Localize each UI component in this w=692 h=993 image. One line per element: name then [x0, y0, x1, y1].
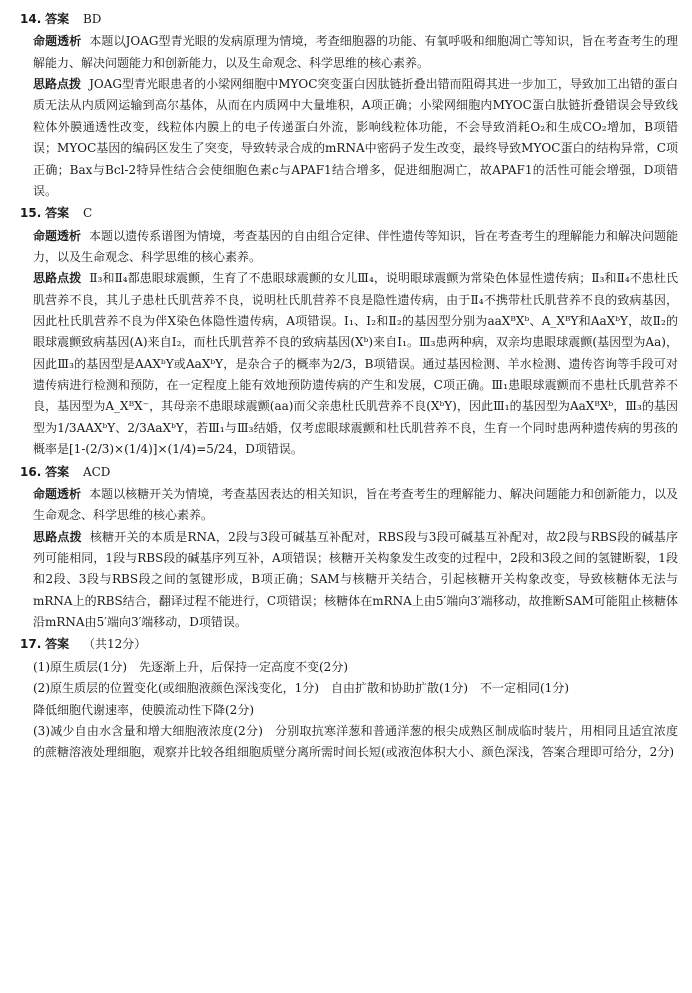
question-number: 14.	[20, 12, 42, 26]
part-2-d: 降低细胞代谢速率，使膜流动性下降(2分)	[33, 702, 254, 717]
answer-value: （共12分）	[82, 637, 147, 652]
answer-value: ACD	[82, 464, 111, 479]
answer-label: 答案	[45, 637, 70, 652]
analysis-tag: 思路点拨	[33, 77, 82, 92]
answer-part-2	[20, 678, 678, 721]
answer-line	[20, 203, 678, 224]
analysis-tag: 思路点拨	[33, 529, 82, 544]
question-14	[20, 9, 678, 202]
intro-text: 本题以JOAG型青光眼的发病原理为情境，考查细胞器的功能、有氧呼吸和细胞凋亡等知识，旨在考查考生的理解能力、解决问题能力和创新能力，以及生命观念、科学思维的核心素养。	[33, 34, 678, 70]
analysis-paragraph	[20, 74, 678, 202]
part-2-c: 不一定相同(1分)	[480, 681, 569, 696]
intro-tag: 命题透析	[33, 228, 82, 243]
intro-tag: 命题透析	[33, 486, 82, 501]
part-1-a: (1)原生质层(1分)	[33, 659, 127, 674]
answer-value: C	[82, 206, 93, 221]
part-3-b: 分别取抗寒洋葱和普通洋葱的根尖成熟区制成临时装片，用相同且适宜浓度的蔗糖溶液处理细胞，观察并比较各组细胞质壁分离所需时间长短(或液泡体积大小、颜色深浅，答案合理即可给分，2分)	[33, 723, 678, 760]
part-1-b: 先逐渐上升，后保持一定高度不变(2分)	[139, 659, 348, 674]
analysis-paragraph	[20, 527, 678, 634]
question-number: 17.	[20, 637, 42, 652]
part-3-a: (3)减少自由水含量和增大细胞液浓度(2分)	[33, 723, 263, 738]
analysis-text: Ⅱ₃和Ⅱ₄都患眼球震颤，生育了不患眼球震颤的女儿Ⅲ₄，说明眼球震颤为常染色体显性遗传病；Ⅱ₃和Ⅱ₄不患杜氏肌营养不良，其儿子患杜氏肌营养不良，说明杜氏肌营养不良是隐性遗传病，由于Ⅱ₄不携带杜氏肌营养不良的致病基因，因此杜氏肌营养不良为伴X染色体隐性遗传病，A项错误。Ⅰ₁、Ⅰ₂和Ⅱ₂的基因型分别为aaXᴮXᵇ、A_XᴮY和AaXᵇY，故Ⅱ₂的眼球震颤致病基因(A)来自Ⅰ₂，而杜氏肌营养不良的致病基因(Xᵇ)来自Ⅰ₁。Ⅲ₃患两种病，双亲均患眼球震颤(基因型为Aa)，因此Ⅲ₃的基因型是AAXᵇY或AaXᵇY，是杂合子的概率为2/3，B项错误。通过基因检测、羊水检测、遗传咨询等手段可对遗传病进行检测和预防，在一定程度上能有效地预防遗传病的产生和发展，C项正确。Ⅲ₁患眼球震颤而不患杜氏肌营养不良，基因型为A_XᴮX⁻，其母亲不患眼球震颤(aa)而父亲患杜氏肌营养不良(XᵇY)，因此Ⅲ₁的基因型为AaXᴮXᵇ，Ⅲ₃的基因型为1/3AAXᵇY、2/3AaXᵇY，若Ⅲ₁与Ⅲ₃结婚，仅考虑眼球震颤和杜氏肌营养不良，生育一个同时患两种遗传病的男孩的概率是[1-(2/3)×(1/4)]×(1/4)=5/24，D项错误。	[33, 271, 678, 457]
intro-paragraph	[20, 31, 678, 74]
answer-part-3	[20, 721, 678, 764]
intro-paragraph	[20, 226, 678, 269]
question-number: 16.	[20, 464, 42, 479]
question-number: 15.	[20, 206, 42, 221]
answer-line	[20, 634, 678, 655]
answer-label: 答案	[45, 12, 70, 26]
analysis-text: JOAG型青光眼患者的小梁网细胞中MYOC突变蛋白因肽链折叠出错而阻碍其进一步加工，导致加工出错的蛋白质无法从内质网运输到高尔基体，从而在内质网中大量堆积，A项正确；小梁网细胞内MYOC蛋白肽链折叠错误会导致线粒体外膜通透性改变，线粒体内膜上的电子传递蛋白外流，影响线粒体功能，不会导致消耗O₂和生成CO₂增加，B项错误；MYOC基因的编码区发生了突变，导致转录合成的mRNA中密码子发生改变，最终导致MYOC蛋白的结构异常，C项正确；Bax与Bcl-2特异性结合会使细胞色素c与APAF1结合增多，促进细胞凋亡，故APAF1的活性可能会增强，D项错误。	[33, 77, 678, 198]
question-16	[20, 462, 678, 634]
intro-text: 本题以遗传系谱图为情境，考查基因的自由组合定律、伴性遗传等知识，旨在考查考生的理解能力和解决问题能力，以及生命观念、科学思维的核心素养。	[33, 228, 678, 264]
intro-text: 本题以核糖开关为情境，考查基因表达的相关知识，旨在考查考生的理解能力、解决问题能力和创新能力，以及生命观念、科学思维的核心素养。	[33, 486, 678, 523]
answer-label: 答案	[45, 206, 70, 221]
question-17	[20, 634, 678, 763]
answer-value: BD	[82, 12, 102, 26]
analysis-text: 核糖开关的本质是RNA，2段与3段可碱基互补配对，RBS段与3段可碱基互补配对，故2段与RBS段的碱基序列可能相同，1段与RBS段的碱基序列互补，A项错误；核糖开关构象发生改变的过程中，2段和3段之间的氢键断裂，1段和2段、3段与RBS段之间的氢键形成，B项正确；SAM与核糖开关结合，引起核糖开关构象改变，导致核糖体无法与mRNA上的RBS结合，翻译过程不能进行，C项错误；核糖体在mRNA上由5′端向3′端移动，故推断SAM可能阻止核糖体沿mRNA由5′端向3′端移动，D项错误。	[33, 529, 678, 630]
answer-line	[20, 9, 678, 30]
analysis-paragraph	[20, 268, 678, 460]
part-2-a: (2)原生质层的位置变化(或细胞液颜色深浅变化，1分)	[33, 681, 319, 696]
part-2-b: 自由扩散和协助扩散(1分)	[331, 681, 468, 696]
answer-part-1	[20, 657, 678, 678]
intro-tag: 命题透析	[33, 34, 82, 49]
analysis-tag: 思路点拨	[33, 271, 82, 286]
answer-label: 答案	[45, 464, 70, 479]
question-15	[20, 203, 678, 460]
intro-paragraph	[20, 484, 678, 527]
answer-line	[20, 462, 678, 483]
